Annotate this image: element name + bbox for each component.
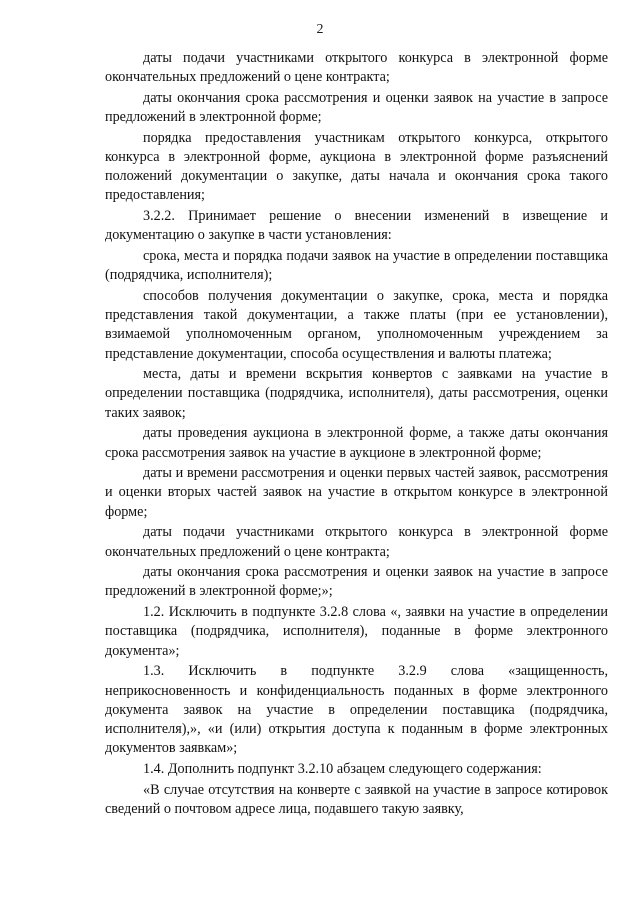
paragraph: срока, места и порядка подачи заявок на участие в определении поставщика (подрядчика, исполнителя); [105,248,608,284]
page-number: 2 [316,22,324,37]
paragraph: «В случае отсутствия на конверте с заявкой на участие в запросе котировок сведений о почтовом адресе лица, подавшего такую заявку, [105,781,608,817]
paragraph: даты и времени рассмотрения и оценки первых частей заявок, рассмотрения и оценки вторых частей заявок на участие в открытом конкурсе в электронной форме; [105,465,608,520]
paragraph: порядка предоставления участникам открытого конкурса, открытого конкурса в электронной форме, аукциона в электронной форме разъяснений положений документации о закупке, даты начала и окончания срока такого предоставления; [105,129,608,204]
paragraph: даты проведения аукциона в электронной форме, а также даты окончания срока рассмотрения заявок на участие в аукционе в электронной форме; [105,425,608,461]
paragraph: 1.4. Дополнить подпункт 3.2.10 абзацем следующего содержания: [143,760,542,777]
paragraph: 1.2. Исключить в подпункте 3.2.8 слова «, заявки на участие в определении поставщика (подрядчика, исполнителя), поданные в форме электронного документа»; [105,604,608,659]
paragraph: 1.3. Исключить в подпункте 3.2.9 слова «защищенность, неприкосновенность и конфиденциальность поданных в форме электронного документа заявок на участие в определении поставщика (подрядчика, исполнителя),», «и (или) открытия доступа к поданным в форме электронных документов заявкам»; [105,663,608,757]
paragraph: даты подачи участниками открытого конкурса в электронной форме окончательных предложений о цене контракта; [105,50,608,86]
paragraph: 3.2.2. Принимает решение о внесении изменений в извещение и документацию о закупке в части установления: [105,208,608,244]
document-body [105,49,608,820]
paragraph: даты окончания срока рассмотрения и оценки заявок на участие в запросе предложений в электронной форме; [105,89,608,126]
paragraph: даты подачи участниками открытого конкурса в электронной форме окончательных предложений о цене контракта; [105,524,608,560]
paragraph: места, даты и времени вскрытия конвертов с заявками на участие в определении поставщика (подрядчика, исполнителя), даты рассмотрения, оценки таких заявок; [105,366,608,421]
paragraph: способов получения документации о закупке, срока, места и порядка представления такой документации, а также платы (при ее установлении), взимаемой уполномоченным органом, уполномоченным учреждением за представление документации, способа осуществления и валюты платежа; [105,287,608,362]
paragraph: даты окончания срока рассмотрения и оценки заявок на участие в запросе предложений в электронной форме;»; [105,564,608,600]
